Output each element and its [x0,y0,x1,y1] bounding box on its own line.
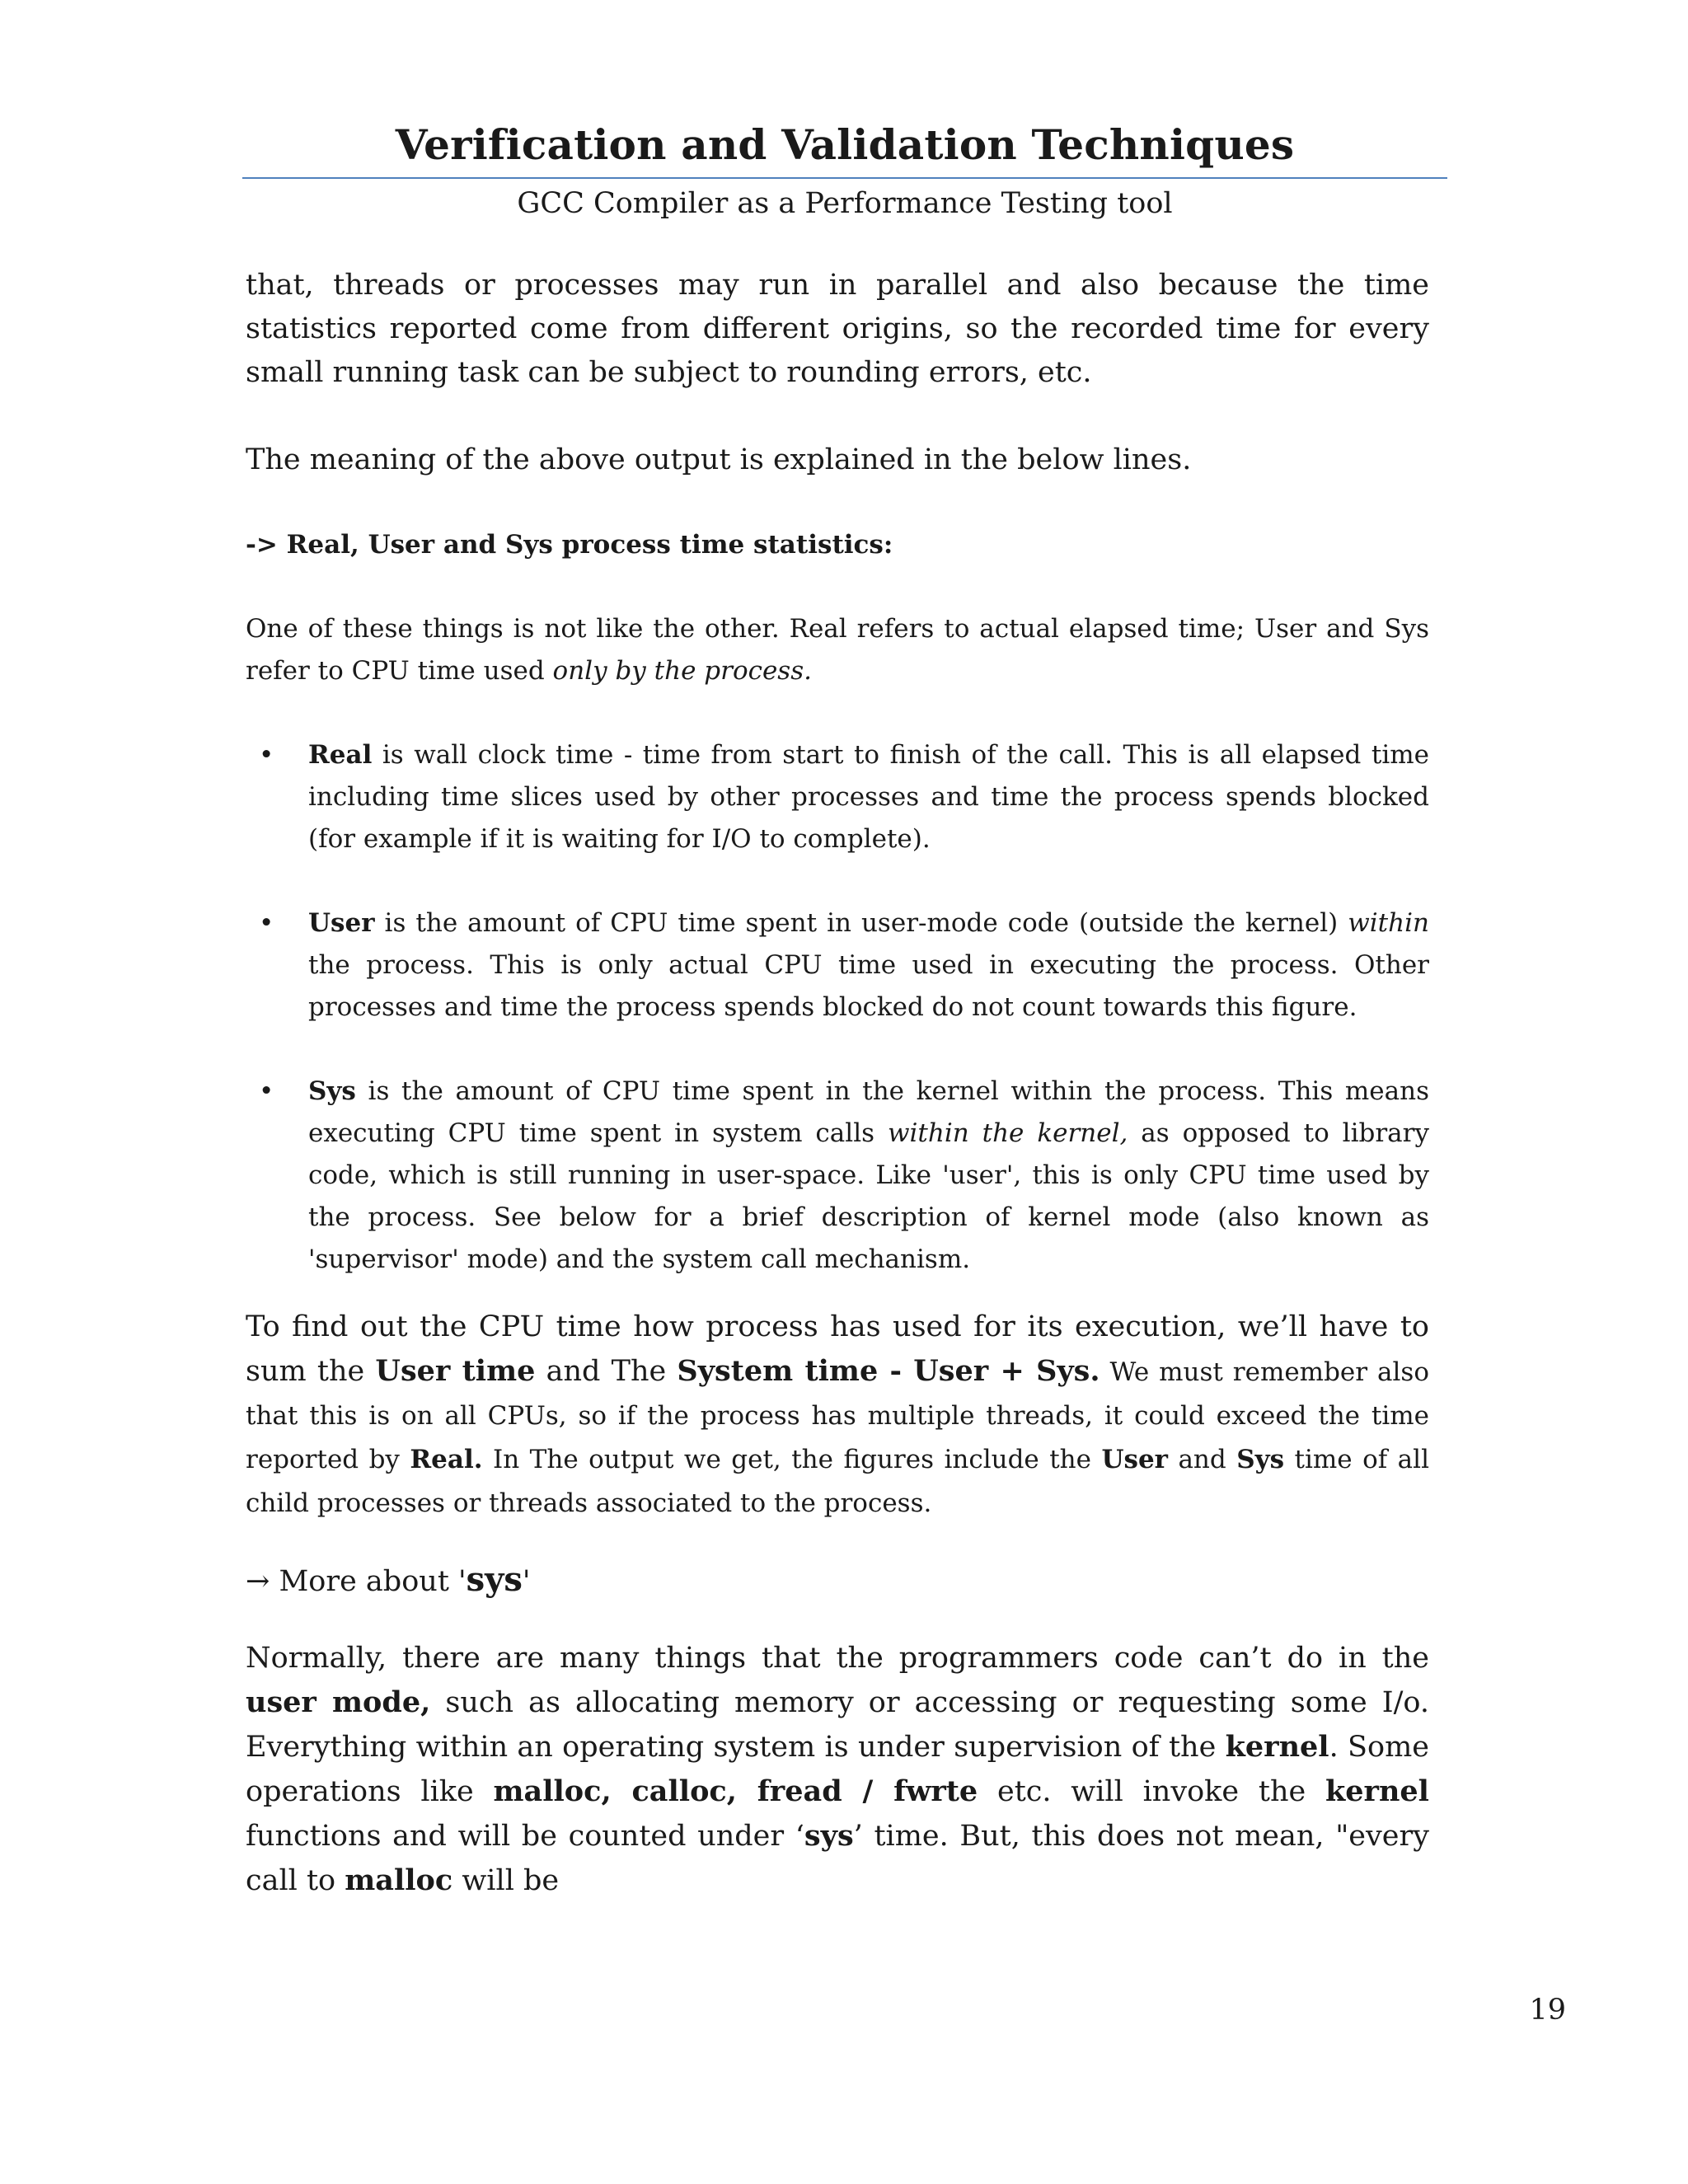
document-subtitle: GCC Compiler as a Performance Testing tool [517,187,1173,220]
last-text-3: . Some operations like [246,1731,1429,1808]
last-bold-sys: sys [804,1819,854,1853]
last-bold-malloc: malloc [345,1863,453,1897]
definition-real: is wall clock time - time from start to finish of the call. This is all elapsed time including time slices used by other processes and time the process spends blocked (for example if it is waiting for I/O to complete). [308,740,1429,854]
explanation-paragraph: The meaning of the above output is explained in the below lines. [246,443,1192,476]
definition-sys-italic: within the kernel, [887,1118,1128,1148]
last-bold-kernel-2: kernel [1325,1774,1429,1808]
sum-bold-real: Real. [410,1445,483,1474]
user-mode-paragraph [246,1637,1429,1903]
definition-user-italic: within [1348,908,1429,938]
sum-bold-system-time: System time - User + Sys. [677,1354,1100,1388]
more-about-text: More about ' [270,1565,467,1598]
sys-keyword: sys [466,1560,523,1599]
lead-text: One of these things is not like the other. Real refers to actual elapsed time; User and Sys refer to CPU time used [246,614,1429,686]
sum-bold-user-time: User time [375,1354,536,1388]
lead-italic-text: only by the process. [552,656,812,686]
header-rule [242,177,1447,179]
last-bold-user-mode: user mode, [246,1685,431,1719]
last-text-2: such as allocating memory or accessing or requesting some I/o. Everything within an operating system is under supervision of the [246,1686,1429,1764]
sum-text-6: time of all child processes or threads associated to the process. [246,1445,1429,1518]
sum-text-5: and [1168,1445,1237,1474]
sum-text-4: In The output we get, the figures include the [482,1445,1102,1474]
cpu-time-sum-paragraph [246,1305,1429,1525]
term-sys: Sys [308,1076,356,1106]
page-number: 19 [1529,1994,1566,2027]
last-text-7: will be [452,1864,560,1897]
term-real: Real [308,740,373,770]
definition-sys-a: is the amount of CPU time spent in the kernel within the process. This means executing CPU time spent in system calls [308,1076,1429,1148]
definition-user-b: the process. This is only actual CPU time used in executing the process. Other processes and time the process spends blocked do not count towards this figure. [308,950,1429,1022]
intro-paragraph: that, threads or processes may run in parallel and also because the time statistics reported come from different origins, so the recorded time for every small running task can be subject to rounding errors, etc. [246,269,1429,389]
sum-text-1: To find out the CPU time how process has used for its execution, we’ll have to sum the [246,1310,1429,1388]
definition-user-a: is the amount of CPU time spent in user-mode code (outside the kernel) [374,908,1348,938]
bullet-icon: • [259,908,274,938]
list-item-sys [246,1071,1429,1281]
more-about-sys-heading [246,1558,1429,1604]
time-definitions-list [246,734,1429,1281]
list-item-real [246,734,1429,860]
sum-text-3: We must remember also that this is on all CPUs, so if the process has multiple threads, it could exceed the time reported by [246,1357,1429,1474]
last-text-6: ’ time. But, this does not mean, "every call to [246,1820,1429,1897]
last-text-5: functions and will be counted under ‘ [246,1820,804,1853]
page-header [242,115,1447,175]
time-statistics-lead [246,608,1429,692]
bullet-icon: • [259,740,274,770]
last-text-1: Normally, there are many things that the programmers code can’t do in the [246,1642,1429,1675]
sum-bold-user: User [1101,1445,1168,1474]
section-heading-time-statistics: -> Real, User and Sys process time statistics: [246,530,893,560]
document-title: Verification and Validation Techniques [395,120,1295,169]
bullet-icon: • [259,1076,274,1106]
more-about-end: ' [522,1565,531,1598]
arrow-right-icon: → [246,1565,270,1598]
last-bold-functions: malloc, calloc, fread / fwrte [493,1774,978,1808]
page-body [246,264,1429,1903]
definition-sys-b: as opposed to library code, which is still running in user-space. Like 'user', this is only CPU time used by the process. See below for a brief description of kernel mode (also known as 'supervisor' mode) and the system call mechanism. [308,1118,1429,1274]
list-item-user [246,902,1429,1029]
sum-text-2: and The [535,1355,678,1388]
term-user: User [308,908,375,938]
last-bold-kernel: kernel [1225,1730,1329,1764]
sum-bold-sys: Sys [1236,1445,1285,1474]
last-text-4: etc. will invoke the [978,1775,1325,1808]
